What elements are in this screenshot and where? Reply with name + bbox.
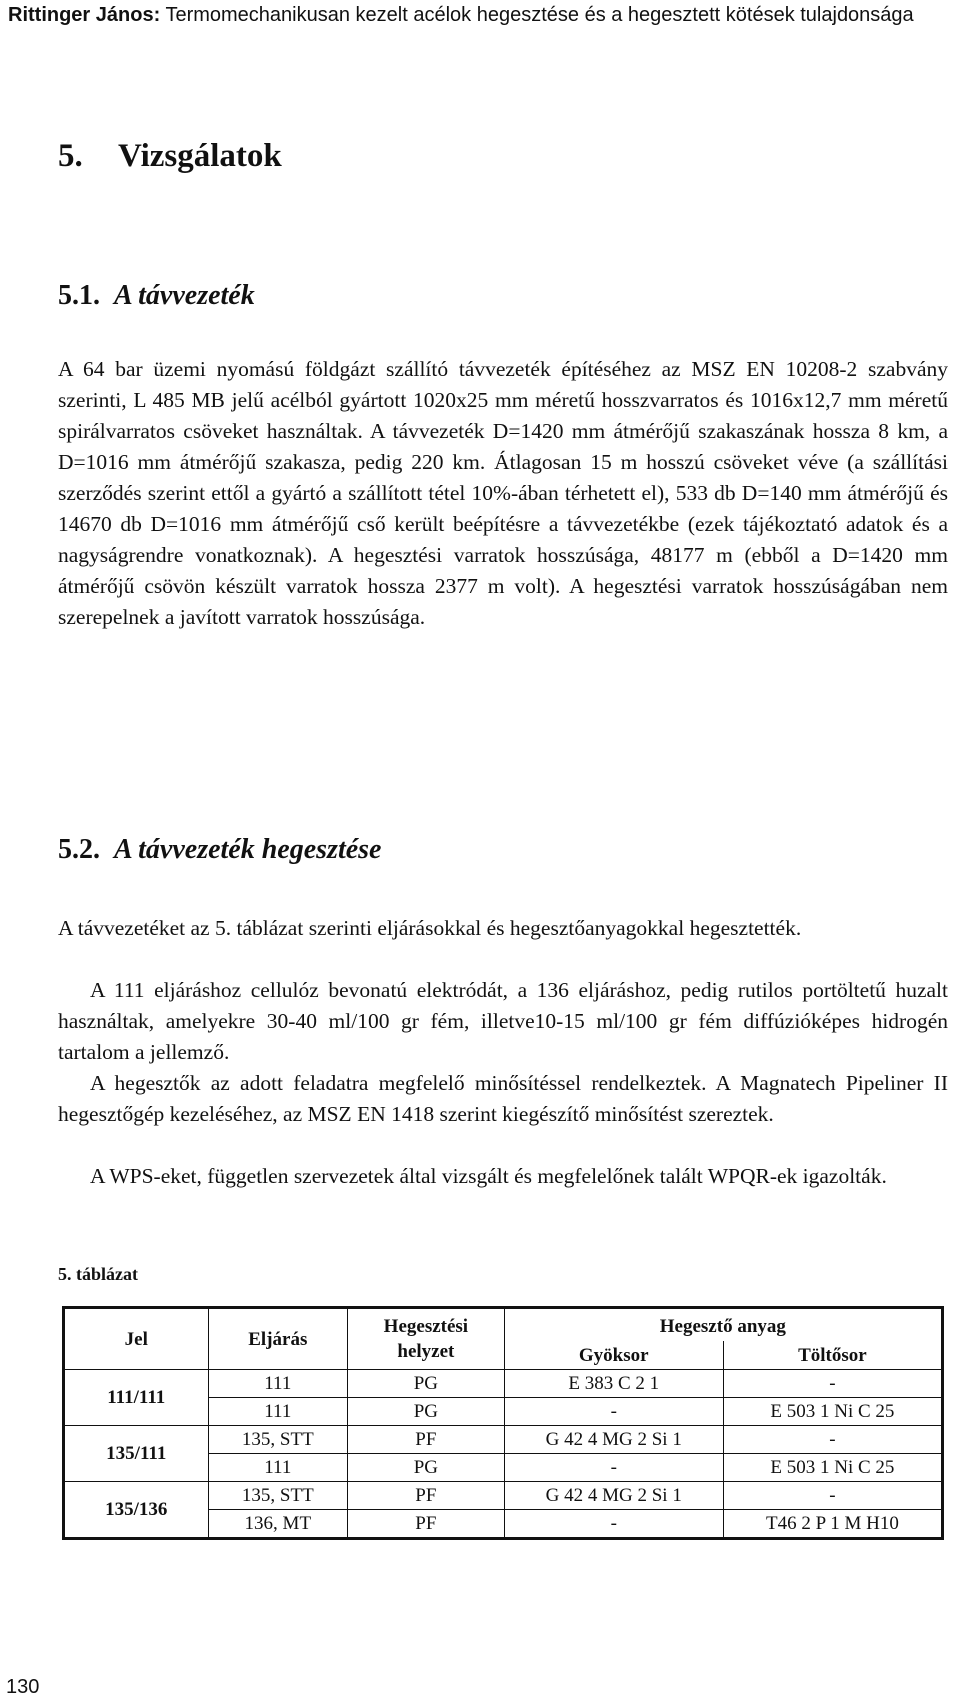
header-eljaras: Eljárás (208, 1308, 348, 1370)
cell-toltosor: T46 2 P 1 M H10 (723, 1510, 942, 1539)
cell-helyzet: PG (348, 1398, 505, 1426)
cell-eljaras: 111 (208, 1454, 348, 1482)
cell-eljaras: 111 (208, 1398, 348, 1426)
table-row (64, 1482, 943, 1510)
welding-table (62, 1306, 944, 1540)
cell-gyoksor: - (504, 1398, 723, 1426)
section-1-paragraph: A 64 bar üzemi nyomású földgázt szállító távvezeték építéséhez az MSZ EN 10208-2 szabvány szerinti, L 485 MB jelű acélból gyártott 1020x25 mm méretű hosszvarratos és 1016x12,7 mm méretű spirálvarratos csöveket használtak. A távvezeték D=1420 mm átmérőjű szakaszának hossza 8 km, a D=1016 mm átmérőjű szakasza, pedig 220 km. Átlagosan 15 m hosszú csöveket véve (a szállítási szerződés szerint ettől a gyártó a szállított tétel 10%-ában térhetett el), 533 db D=140 mm átmérőjű és 14670 db D=1016 mm átmérőjű cső került beépítésre a távvezetékbe (ezek tájékoztató adatok és a nagyságrendre vonatkoznak). A hegesztési varratok hosszúsága, 48177 m (ebből a D=1420 mm átmérőjű csövön készült varratok hossza 2377 m volt). A hegesztési varratok hosszúságában nem szerepelnek a javított varratok hosszúsága. (58, 357, 948, 629)
cell-helyzet: PG (348, 1454, 505, 1482)
cell-toltosor: - (723, 1426, 942, 1454)
cell-helyzet: PF (348, 1510, 505, 1539)
cell-helyzet: PF (348, 1426, 505, 1454)
section-heading-5-2 (58, 834, 381, 866)
running-header: Rittinger János: Termomechanikusan kezelt acélok hegesztése és a hegesztett kötések tulajdonsága (8, 4, 914, 26)
cell-helyzet: PF (348, 1482, 505, 1510)
section-title: A távvezeték hegesztése (114, 834, 382, 865)
section-2-paragraph-2: A 111 eljáráshoz cellulóz bevonatú elektródát, a 136 eljáráshoz, pedig rutilos portöltetű huzalt használtak, amelyekre 30-40 ml/100 gr fém, illetve10-15 ml/100 gr fém diffúzióképes hidrogén tartalom a jellemző. (58, 978, 948, 1064)
section-number: 5.2. (58, 834, 100, 865)
header-gyoksor: Gyöksor (504, 1341, 723, 1369)
cell-eljaras: 135, STT (208, 1426, 348, 1454)
cell-gyoksor: - (504, 1510, 723, 1539)
cell-eljaras: 135, STT (208, 1482, 348, 1510)
cell-toltosor: - (723, 1482, 942, 1510)
header-toltosor: Töltősor (723, 1341, 942, 1369)
table-row (64, 1426, 943, 1454)
header-hegeszto-anyag: Hegesztő anyag (504, 1308, 942, 1342)
section-heading-5-1 (58, 280, 255, 312)
page-number: 130 (6, 1676, 40, 1698)
cell-toltosor: E 503 1 Ni C 25 (723, 1454, 942, 1482)
table-row (64, 1370, 943, 1398)
cell-jel: 135/111 (64, 1426, 209, 1482)
table-caption: 5. táblázat (58, 1264, 138, 1284)
section-2-paragraph-1: A távvezetéket az 5. táblázat szerinti eljárásokkal és hegesztőanyagokkal hegesztették. (58, 916, 802, 940)
cell-eljaras: 136, MT (208, 1510, 348, 1539)
chapter-title: Vizsgálatok (118, 138, 282, 174)
chapter-heading (58, 138, 282, 175)
section-title: A távvezeték (114, 280, 255, 311)
section-2-paragraph-4: A WPS-eket, független szervezetek által vizsgált és megfelelőnek talált WPQR-ek igazolták. (90, 1164, 887, 1188)
cell-gyoksor: G 42 4 MG 2 Si 1 (504, 1426, 723, 1454)
cell-helyzet: PG (348, 1370, 505, 1398)
cell-eljaras: 111 (208, 1370, 348, 1398)
cell-gyoksor: E 383 C 2 1 (504, 1370, 723, 1398)
header-jel: Jel (64, 1308, 209, 1370)
header-title: Termomechanikusan kezelt acélok hegesztése és a hegesztett kötések tulajdonsága (165, 4, 914, 26)
cell-toltosor: E 503 1 Ni C 25 (723, 1398, 942, 1426)
cell-jel: 135/136 (64, 1482, 209, 1539)
section-number: 5.1. (58, 280, 100, 311)
cell-gyoksor: - (504, 1454, 723, 1482)
header-helyzet: Hegesztési helyzet (348, 1308, 505, 1370)
chapter-number: 5. (58, 138, 83, 174)
header-author: Rittinger János (8, 4, 154, 26)
cell-gyoksor: G 42 4 MG 2 Si 1 (504, 1482, 723, 1510)
section-2-paragraph-3: A hegesztők az adott feladatra megfelelő minősítéssel rendelkeztek. A Magnatech Pipeliner II hegesztőgép kezeléséhez, az MSZ EN 1418 szerint kiegészítő minősítést szereztek. (58, 1071, 948, 1126)
cell-jel: 111/111 (64, 1370, 209, 1426)
cell-toltosor: - (723, 1370, 942, 1398)
